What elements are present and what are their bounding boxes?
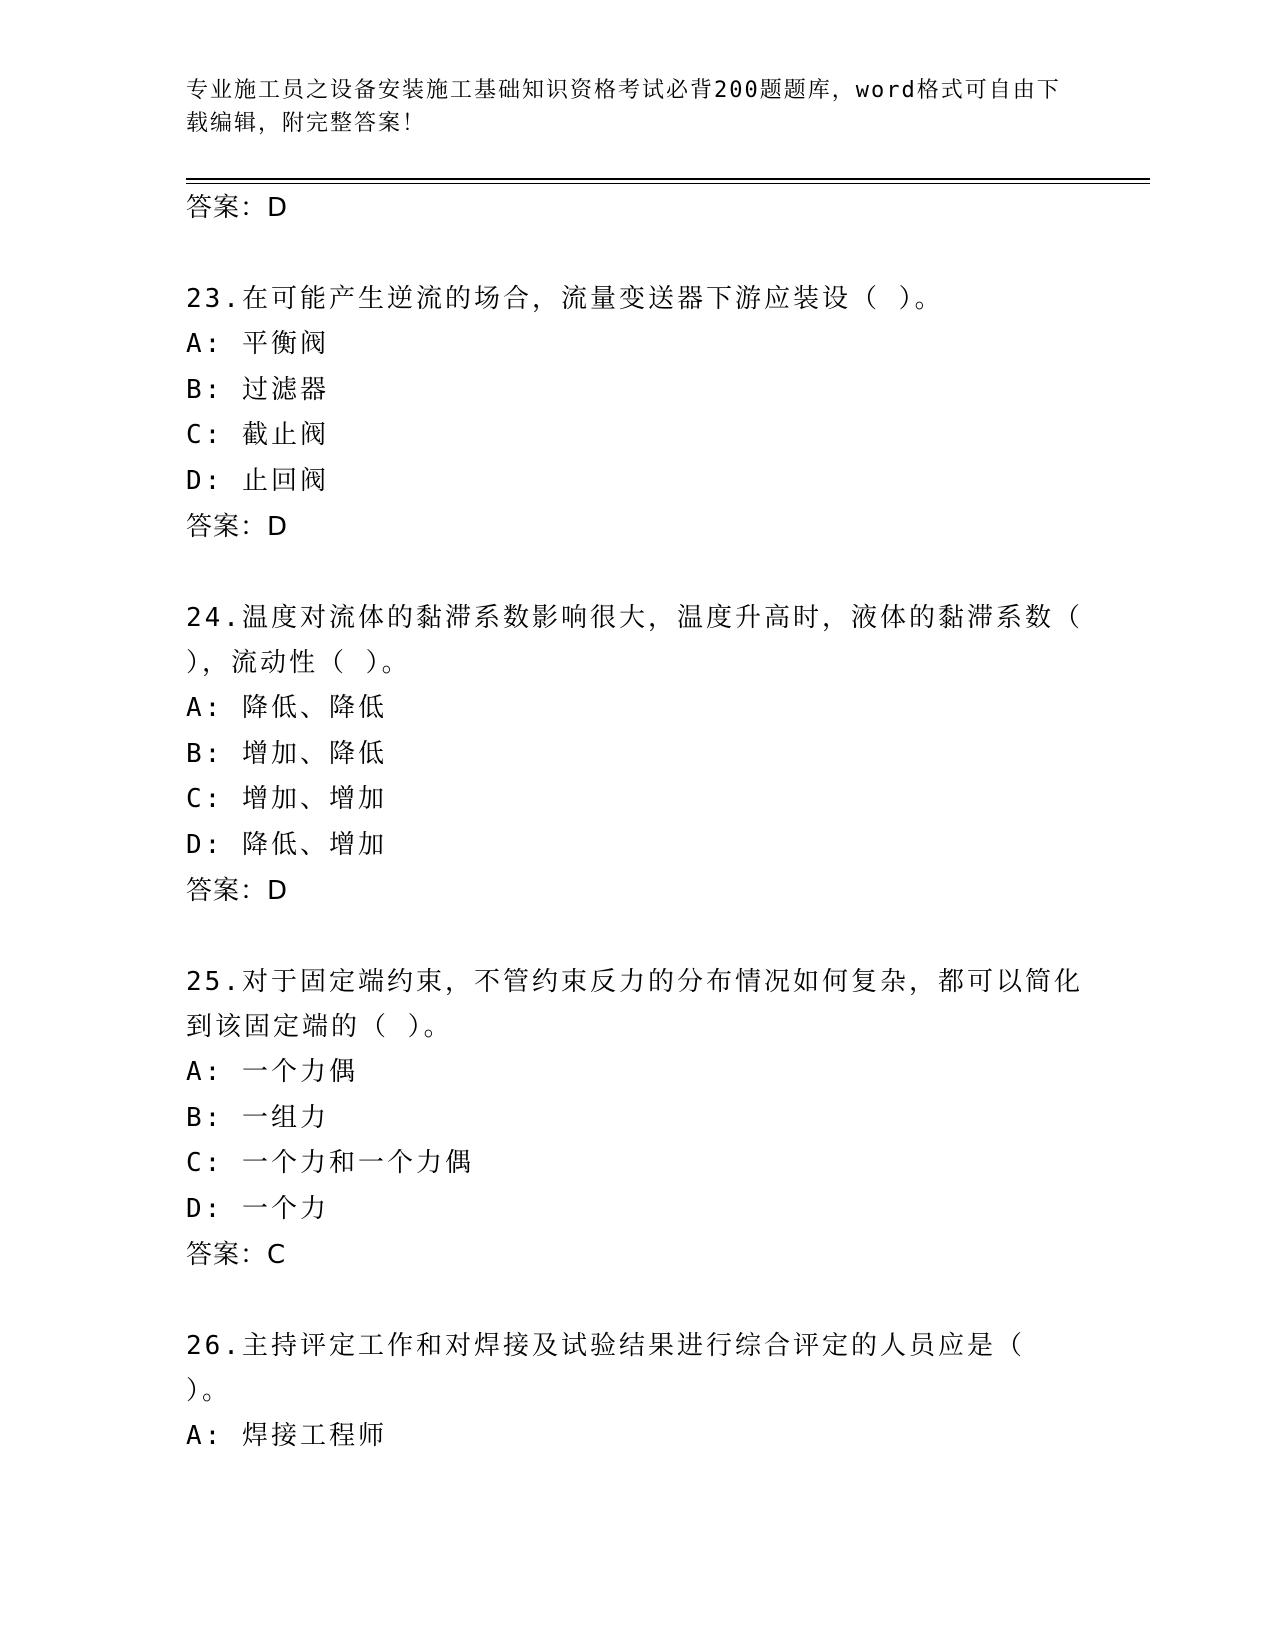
option-b: B: 增加、降低 (186, 738, 387, 769)
option-c: C: 增加、增加 (186, 784, 387, 814)
question-24 (186, 596, 1086, 914)
question-text: 26.主持评定工作和对焊接及试验结果进行综合评定的人员应是（ ）。 (186, 1331, 1025, 1406)
option-b: B: 过滤器 (186, 374, 329, 405)
answer-line: 答案：D (186, 193, 289, 223)
question-26 (186, 1324, 1086, 1460)
answer-line: 答案：D (186, 512, 289, 542)
question-text: 25.对于固定端约束，不管约束反力的分布情况如何复杂，都可以简化到该固定端的（ ）。 (186, 967, 1083, 1042)
question-text: 23.在可能产生逆流的场合，流量变送器下游应装设（ ）。 (186, 284, 944, 314)
question-23 (186, 277, 1086, 550)
answer-line: 答案：D (186, 876, 289, 906)
question-25 (186, 960, 1086, 1278)
option-d: D: 止回阀 (186, 465, 329, 496)
option-a: A: 焊接工程师 (186, 1421, 387, 1451)
page-header (186, 74, 1066, 140)
option-a: A: 平衡阀 (186, 329, 329, 359)
option-a: A: 一个力偶 (186, 1057, 358, 1087)
option-d: D: 一个力 (186, 1193, 329, 1224)
header-divider-thin (186, 183, 1150, 184)
option-b: B: 一组力 (186, 1102, 329, 1133)
option-c: C: 截止阀 (186, 420, 329, 450)
header-title: 专业施工员之设备安装施工基础知识资格考试必背200题题库，word格式可自由下载编辑，附完整答案！ (186, 78, 1061, 136)
option-c: C: 一个力和一个力偶 (186, 1148, 474, 1178)
option-a: A: 降低、降低 (186, 693, 387, 723)
question-list (186, 185, 1086, 1460)
question-text: 24.温度对流体的黏滞系数影响很大，温度升高时，液体的黏滞系数（ ），流动性（ ）。 (186, 603, 1083, 678)
option-d: D: 降低、增加 (186, 829, 387, 860)
answer-line: 答案：C (186, 1240, 287, 1270)
header-divider-thick (186, 178, 1150, 180)
